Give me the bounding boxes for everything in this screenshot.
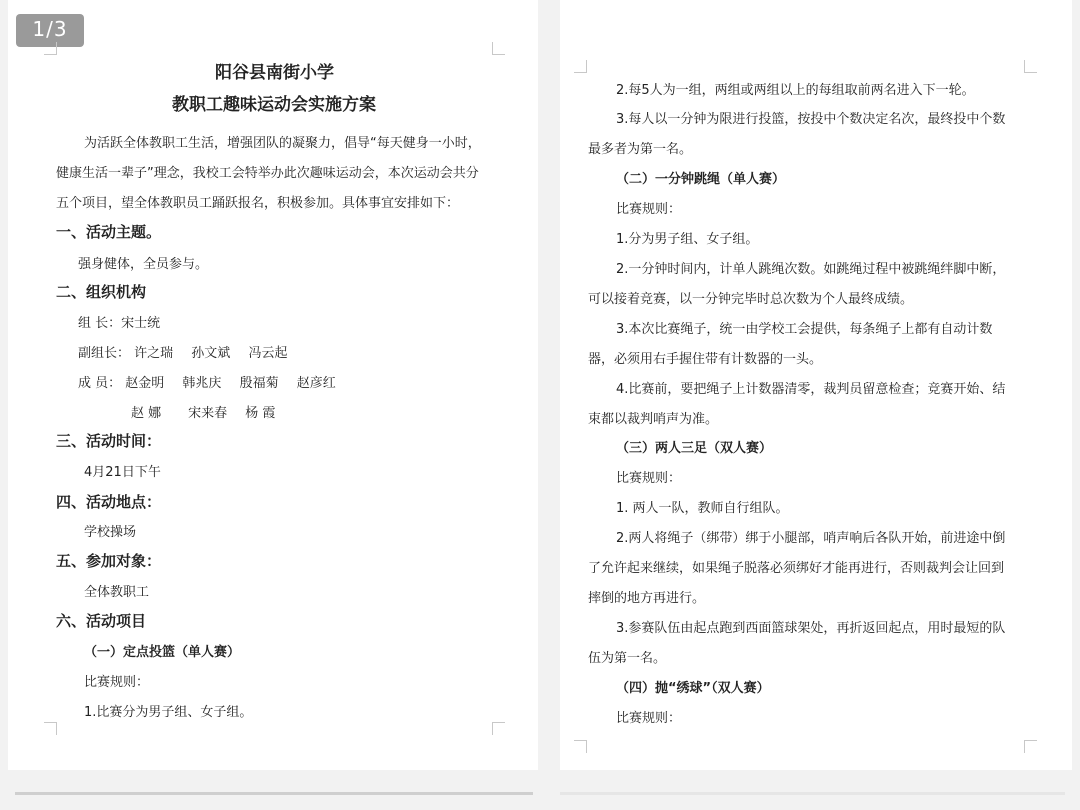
org-deputy-name: 孙文斌 — [191, 346, 231, 361]
doc-title-school: 阳谷县南街小学 — [215, 63, 334, 83]
rule-line: 4.比赛前，要把绳子上计数器清零，裁判员留意检查；竞赛开始、结 — [616, 382, 1006, 397]
rule-line: 2.一分钟时间内，计单人跳绳次数。如跳绳过程中被跳绳绊脚中断， — [616, 262, 1006, 277]
org-member-name: 宋来春 — [188, 406, 228, 421]
section-heading-events: 六、活动项目 — [56, 612, 147, 630]
rules-label: 比赛规则： — [616, 202, 682, 217]
rule-line: 可以接着竞赛，以一分钟完毕时总次数为个人最终成绩。 — [588, 292, 914, 307]
rule-line: 器，必须用右手握住带有计数器的一头。 — [588, 352, 823, 367]
page-left-bottom-edge — [15, 792, 533, 795]
crop-mark — [44, 722, 57, 735]
rule-line: 1. 两人一队，教师自行组队。 — [616, 501, 789, 516]
rules-label: 比赛规则： — [84, 675, 150, 690]
crop-mark — [574, 60, 587, 73]
org-members-label: 成 员： — [78, 376, 122, 391]
crop-mark — [1024, 60, 1037, 73]
rule-line: 最多者为第一名。 — [588, 142, 693, 157]
org-deputy-row — [78, 342, 287, 361]
org-leader-name: 宋士统 — [121, 316, 161, 331]
intro-line: 五个项目，望全体教职员工踊跃报名，积极参加。具体事宜安排如下： — [56, 196, 460, 211]
crop-mark — [44, 42, 57, 55]
org-member-name: 赵彦红 — [296, 376, 336, 391]
rule-line: 了允许起来继续，如果绳子脱落必须绑好才能再进行，否则裁判会让回到 — [588, 561, 1005, 576]
org-member-name: 赵 娜 — [131, 406, 162, 421]
org-members-row — [78, 372, 336, 391]
intro-line: 健康生活一辈子”理念，我校工会特举办此次趣味运动会，本次运动会共分 — [56, 166, 479, 181]
crop-mark — [1024, 740, 1037, 753]
section-heading-organization: 二、组织机构 — [56, 283, 147, 301]
section-heading-location: 四、活动地点： — [56, 493, 162, 511]
org-deputy-label: 副组长： — [78, 346, 131, 361]
rule-line: 伍为第一名。 — [588, 651, 667, 666]
org-member-name: 殷福菊 — [239, 376, 279, 391]
rule-line: 2.每5人为一组，两组或两组以上的每组取前两名进入下一轮。 — [616, 83, 975, 98]
section-heading-theme: 一、活动主题。 — [56, 223, 162, 241]
org-deputy-name: 许之瑞 — [134, 346, 174, 361]
event-heading-jump-rope: （二）一分钟跳绳（单人赛） — [616, 172, 786, 187]
section-heading-participants: 五、参加对象： — [56, 552, 162, 570]
doc-title-plan: 教职工趣味运动会实施方案 — [172, 95, 376, 115]
section-heading-time: 三、活动时间： — [56, 432, 162, 450]
rule-line: 摔倒的地方再进行。 — [588, 591, 706, 606]
intro-line: 为活跃全体教职工生活，增强团队的凝聚力，倡导“每天健身一小时， — [84, 136, 481, 151]
section-text-theme: 强身健体，全员参与。 — [78, 257, 209, 272]
org-member-name: 韩兆庆 — [182, 376, 222, 391]
org-leader-label: 组 长： — [78, 316, 122, 331]
event-heading-basketball: （一）定点投篮（单人赛） — [84, 645, 241, 660]
rules-label: 比赛规则： — [616, 711, 682, 726]
page-counter-badge: 1/3 — [16, 14, 84, 47]
rule-line: 束都以裁判哨声为准。 — [588, 412, 719, 427]
crop-mark — [492, 722, 505, 735]
org-deputy-name: 冯云起 — [248, 346, 288, 361]
section-text-location: 学校操场 — [84, 525, 137, 540]
crop-mark — [574, 740, 587, 753]
crop-mark — [492, 42, 505, 55]
event-heading-three-legged: （三）两人三足（双人赛） — [616, 441, 773, 456]
org-member-name: 赵金明 — [125, 376, 165, 391]
rule-line: 1.比赛分为男子组、女子组。 — [84, 705, 253, 720]
rule-line: 3.本次比赛绳子，统一由学校工会提供，每条绳子上都有自动计数 — [616, 322, 993, 337]
rules-label: 比赛规则： — [616, 471, 682, 486]
org-members-row-2 — [131, 402, 275, 421]
rule-line: 2.两人将绳子（绑带）绑于小腿部，哨声响后各队开始，前进途中倒 — [616, 531, 1006, 546]
page-right-bottom-edge — [560, 792, 1065, 795]
rule-line: 3.参赛队伍由起点跑到西面篮球架处，再折返回起点，用时最短的队 — [616, 621, 1006, 636]
section-text-participants: 全体教职工 — [84, 585, 150, 600]
section-text-time: 4月21日下午 — [84, 465, 161, 480]
org-leader-row — [78, 312, 160, 331]
org-member-name: 杨 霞 — [245, 406, 276, 421]
rule-line: 1.分为男子组、女子组。 — [616, 232, 759, 247]
rule-line: 3.每人以一分钟为限进行投篮，按投中个数决定名次，最终投中个数 — [616, 112, 1006, 127]
event-heading-ball-toss: （四）抛“绣球”（双人赛） — [616, 681, 770, 696]
